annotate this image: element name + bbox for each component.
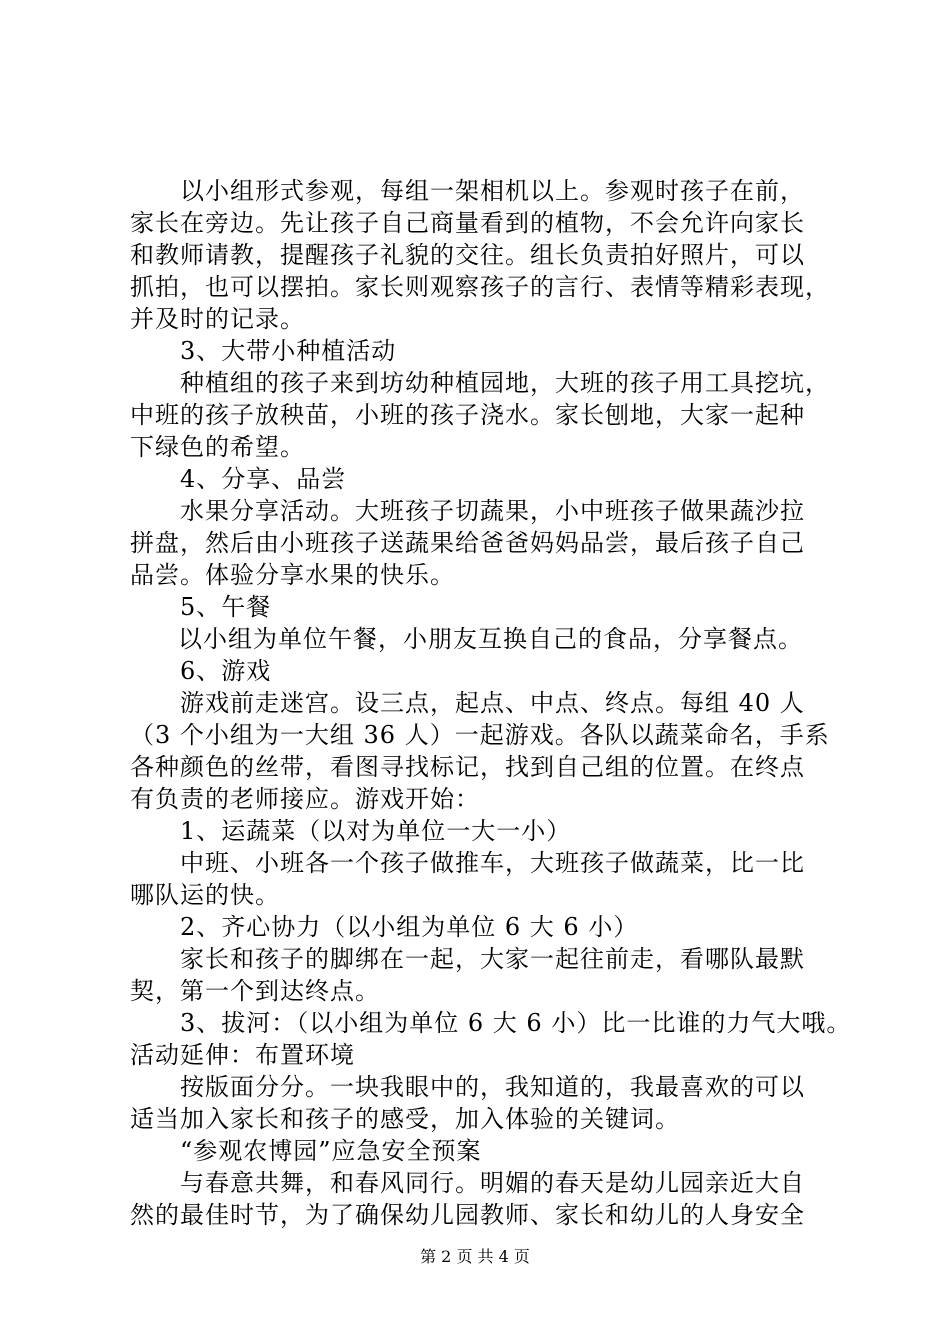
paragraph-line: 并及时的记录。 bbox=[130, 305, 305, 333]
paragraph-line: 品尝。体验分享水果的快乐。 bbox=[130, 561, 455, 589]
paragraph-line: 中班的孩子放秧苗，小班的孩子浇水。家长刨地，大家一起种 bbox=[130, 401, 805, 429]
paragraph-line: 水果分享活动。大班孩子切蔬果，小中班孩子做果蔬沙拉 bbox=[180, 497, 805, 525]
paragraph-line: 各种颜色的丝带，看图寻找标记，找到自己组的位置。在终点 bbox=[130, 753, 805, 781]
paragraph-line: 家长在旁边。先让孩子自己商量看到的植物，不会允许向家长 bbox=[130, 209, 805, 237]
paragraph-line: 适当加入家长和孩子的感受，加入体验的关键词。 bbox=[130, 1105, 680, 1133]
paragraph-line: 家长和孩子的脚绑在一起，大家一起往前走，看哪队最默 bbox=[180, 945, 805, 973]
paragraph-line: 有负责的老师接应。游戏开始： bbox=[130, 785, 480, 813]
subsection-heading: 1、运蔬菜（以对为单位一大一小） bbox=[180, 817, 572, 845]
paragraph-line: 以小组为单位午餐，小朋友互换自己的食品，分享餐点。 bbox=[178, 625, 803, 653]
document-title: “参观农博园”应急安全预案 bbox=[180, 1137, 482, 1165]
paragraph-line: 和教师请教，提醒孩子礼貌的交往。组长负责拍好照片，可以 bbox=[130, 241, 805, 269]
paragraph-line: 与春意共舞，和春风同行。明媚的春天是幼儿园亲近大自 bbox=[180, 1169, 805, 1197]
section-heading: 活动延伸：布置环境 bbox=[130, 1041, 355, 1069]
paragraph-line: （3 个小组为一大组 36 人）一起游戏。各队以蔬菜命名，手系 bbox=[130, 721, 830, 749]
paragraph-line: 游戏前走迷宫。设三点，起点、中点、终点。每组 40 人 bbox=[180, 689, 805, 717]
section-heading: 5、午餐 bbox=[180, 593, 272, 621]
paragraph-line: 抓拍，也可以摆拍。家长则观察孩子的言行、表情等精彩表现， bbox=[130, 273, 830, 301]
section-heading: 4、分享、品尝 bbox=[180, 465, 347, 493]
paragraph-line: 下绿色的希望。 bbox=[130, 433, 305, 461]
paragraph-line: 拼盘，然后由小班孩子送蔬果给爸爸妈妈品尝，最后孩子自己 bbox=[130, 529, 805, 557]
paragraph-line: 中班、小班各一个孩子做推车，大班孩子做蔬菜，比一比 bbox=[180, 849, 805, 877]
subsection-heading: 3、拔河：（以小组为单位 6 大 6 小）比一比谁的力气大哦。 bbox=[180, 1009, 852, 1037]
document-body bbox=[130, 175, 852, 1231]
paragraph-line: 按版面分分。一块我眼中的，我知道的，我最喜欢的可以 bbox=[180, 1073, 805, 1101]
paragraph-line: 契，第一个到达终点。 bbox=[130, 977, 380, 1005]
section-heading: 6、游戏 bbox=[180, 657, 272, 685]
subsection-heading: 2、齐心协力（以小组为单位 6 大 6 小） bbox=[180, 913, 639, 941]
paragraph-line: 哪队运的快。 bbox=[130, 881, 280, 909]
section-heading: 3、大带小种植活动 bbox=[180, 337, 397, 365]
page-footer: 第 2 页 共 4 页 bbox=[420, 1247, 530, 1266]
paragraph-line: 然的最佳时节，为了确保幼儿园教师、家长和幼儿的人身安全 bbox=[130, 1201, 805, 1229]
paragraph-line: 种植组的孩子来到坊幼种植园地，大班的孩子用工具挖坑， bbox=[180, 369, 830, 397]
paragraph-line: 以小组形式参观，每组一架相机以上。参观时孩子在前， bbox=[180, 177, 805, 205]
